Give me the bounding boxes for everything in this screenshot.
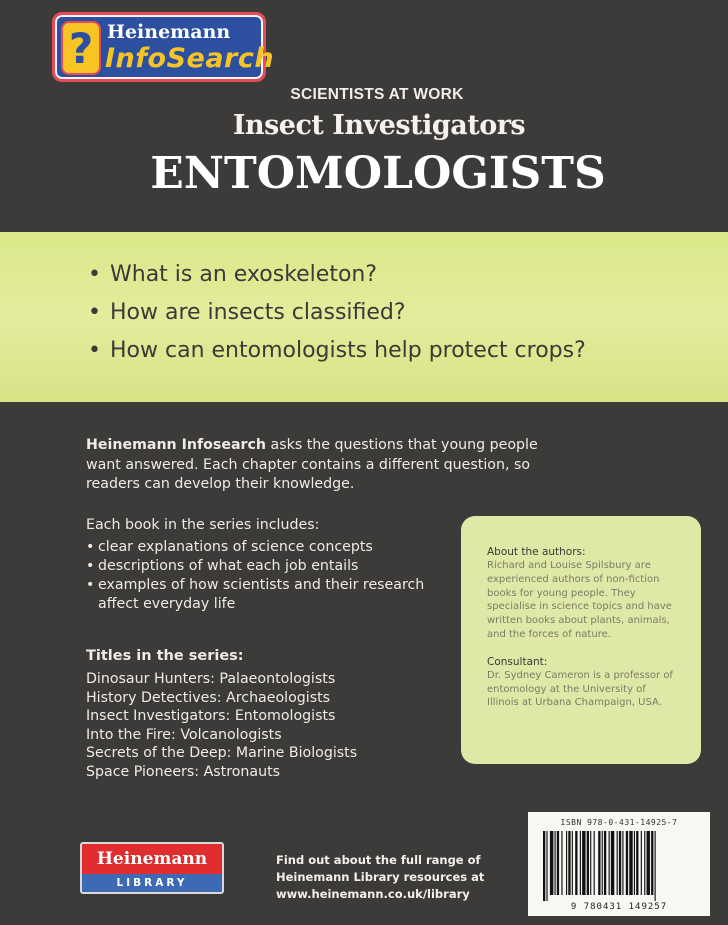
about-box	[461, 516, 701, 764]
authors-text: Richard and Louise Spilsbury are experienced authors of non-fiction books for young people. They specialise in science topics and have written books about plants, animals, and the forces of nature.	[487, 560, 672, 640]
bullet-icon: •	[86, 539, 95, 555]
barcode-graphic	[539, 831, 699, 901]
barcode-bar	[568, 831, 570, 895]
barcode-bar	[604, 831, 606, 895]
findout-line: Heinemann Library resources at	[276, 870, 485, 884]
barcode-digits: 9 780431 149257	[570, 902, 668, 912]
barcode-bar	[609, 831, 610, 895]
question-item	[88, 332, 586, 370]
barcode-bar	[622, 831, 623, 895]
barcode-bar	[580, 831, 581, 895]
includes-text: descriptions of what each job entails	[98, 558, 359, 574]
title-item: Dinosaur Hunters: Palaeontologists	[86, 671, 336, 687]
barcode-bar	[626, 831, 628, 895]
findout-text	[276, 852, 484, 903]
includes-item	[86, 557, 426, 576]
library-logo-sub: LIBRARY	[82, 874, 222, 892]
barcode-bar	[543, 831, 545, 901]
title-item: Into the Fire: Volcanologists	[86, 726, 282, 743]
intro-text: asks the questions that young people want answered. Each chapter contains a different question, so readers can develop their knowledge.	[86, 437, 538, 492]
barcode-bar	[617, 831, 618, 895]
infosearch-logo	[52, 12, 275, 82]
series-label: SCIENTISTS AT WORK	[290, 86, 464, 103]
barcode-bar	[611, 831, 614, 895]
barcode-bar	[590, 831, 591, 895]
question-item	[88, 294, 586, 332]
question-text: How are insects classified?	[110, 300, 406, 325]
barcode-bar	[629, 831, 632, 895]
includes-item	[86, 538, 426, 557]
barcode-bar	[555, 831, 556, 895]
bullet-icon: •	[88, 262, 101, 287]
barcode-bar	[634, 831, 635, 895]
question-mark-icon: ?	[61, 21, 101, 75]
question-item	[88, 256, 586, 294]
intro-paragraph	[86, 436, 566, 495]
barcode-bar	[598, 831, 600, 895]
heinemann-library-logo	[80, 842, 224, 894]
titles-list	[86, 670, 357, 781]
bullet-icon: •	[86, 577, 95, 593]
questions-band	[0, 232, 728, 402]
barcode-bar	[572, 831, 573, 895]
barcode-bar	[575, 831, 577, 895]
question-text: What is an exoskeleton?	[110, 262, 378, 287]
title-item: Insect Investigators: Entomologists	[86, 708, 336, 724]
barcode-bar	[557, 831, 559, 895]
library-logo-name: Heinemann	[96, 849, 208, 869]
intro-bold: Heinemann Infosearch	[86, 437, 267, 453]
question-text: How can entomologists help protect crops?	[110, 338, 586, 363]
includes-list	[86, 538, 426, 614]
includes-item	[86, 576, 426, 614]
barcode-bar	[594, 831, 595, 895]
barcode-bar	[582, 831, 585, 895]
bullet-icon: •	[88, 338, 101, 363]
bullet-icon: •	[88, 300, 101, 325]
barcode-bar	[655, 831, 656, 901]
bullet-icon: •	[86, 558, 95, 574]
barcode-bar	[651, 831, 653, 895]
barcode-bar	[566, 831, 567, 895]
consultant-text: Dr. Sydney Cameron is a professor of entomology at the University of Illinois at Urbana Champaign, USA.	[487, 669, 673, 709]
title-item: Secrets of the Deep: Marine Biologists	[86, 745, 358, 761]
barcode-bars	[539, 831, 699, 901]
barcode-bar	[636, 831, 638, 895]
consultant-heading: Consultant:	[487, 655, 548, 668]
barcode-bar	[647, 831, 650, 895]
includes-text: clear explanations of science concepts	[98, 539, 373, 555]
barcode-bar	[641, 831, 642, 895]
title-item: Space Pioneers: Astronauts	[86, 763, 281, 780]
barcode-bar	[550, 831, 553, 895]
includes-text: examples of how scientists and their research affect everyday life	[98, 577, 425, 612]
questions-list	[88, 256, 586, 370]
logo-brand-bottom: InfoSearch	[105, 43, 275, 74]
book-subtitle: Insect Investigators	[232, 110, 526, 141]
barcode-bar	[619, 831, 621, 895]
includes-heading: Each book in the series includes:	[86, 517, 320, 533]
authors-heading: About the authors:	[487, 546, 586, 558]
isbn-label: ISBN 978-0-431-14925-7	[560, 818, 678, 827]
logo-brand-top: Heinemann	[107, 21, 231, 43]
findout-line: www.heinemann.co.uk/library	[276, 887, 470, 901]
book-title: ENTOMOLOGISTS	[150, 148, 606, 199]
barcode-bar	[561, 831, 562, 895]
title-item: History Detectives: Archaeologists	[86, 689, 331, 706]
findout-line: Find out about the full range of	[276, 853, 481, 867]
barcode-bar	[587, 831, 589, 895]
barcode	[528, 812, 710, 916]
barcode-bar	[602, 831, 603, 895]
barcode-bar	[546, 831, 547, 901]
barcode-bar	[644, 831, 645, 895]
titles-heading: Titles in the series:	[86, 648, 244, 664]
